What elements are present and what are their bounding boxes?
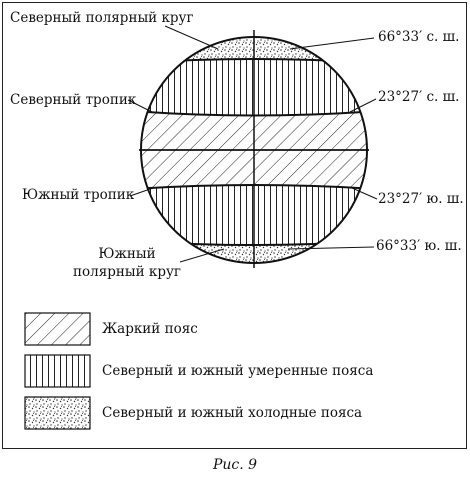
figure-caption: Рис. 9: [212, 457, 258, 473]
leader-lat-north-polar: [290, 38, 374, 49]
label-south-tropic: Южный тропик: [22, 187, 135, 203]
label-north-polar-circle: Северный полярный круг: [10, 10, 194, 26]
label-lat-south-polar: 66°33′ ю. ш.: [376, 238, 462, 254]
legend-label-temperate: Северный и южный умеренные пояса: [102, 363, 374, 379]
label-north-tropic: Северный тропик: [10, 92, 137, 108]
legend-swatch-hot: [25, 313, 90, 345]
legend: [25, 313, 373, 429]
legend-label-cold: Северный и южный холодные пояса: [102, 405, 363, 421]
label-south-polar-circle-1: Южный: [98, 246, 156, 262]
label-lat-south-tropic: 23°27′ ю. ш.: [378, 191, 464, 207]
label-lat-north-tropic: 23°27′ с. ш.: [378, 89, 460, 105]
leader-north-polar-circle: [165, 26, 218, 49]
label-lat-north-polar: 66°33′ с. ш.: [378, 29, 460, 45]
label-south-polar-circle-2: полярный круг: [73, 264, 181, 280]
legend-swatch-temperate: [25, 355, 90, 387]
legend-swatch-cold: [25, 397, 90, 429]
legend-label-hot: Жаркий пояс: [102, 321, 198, 337]
